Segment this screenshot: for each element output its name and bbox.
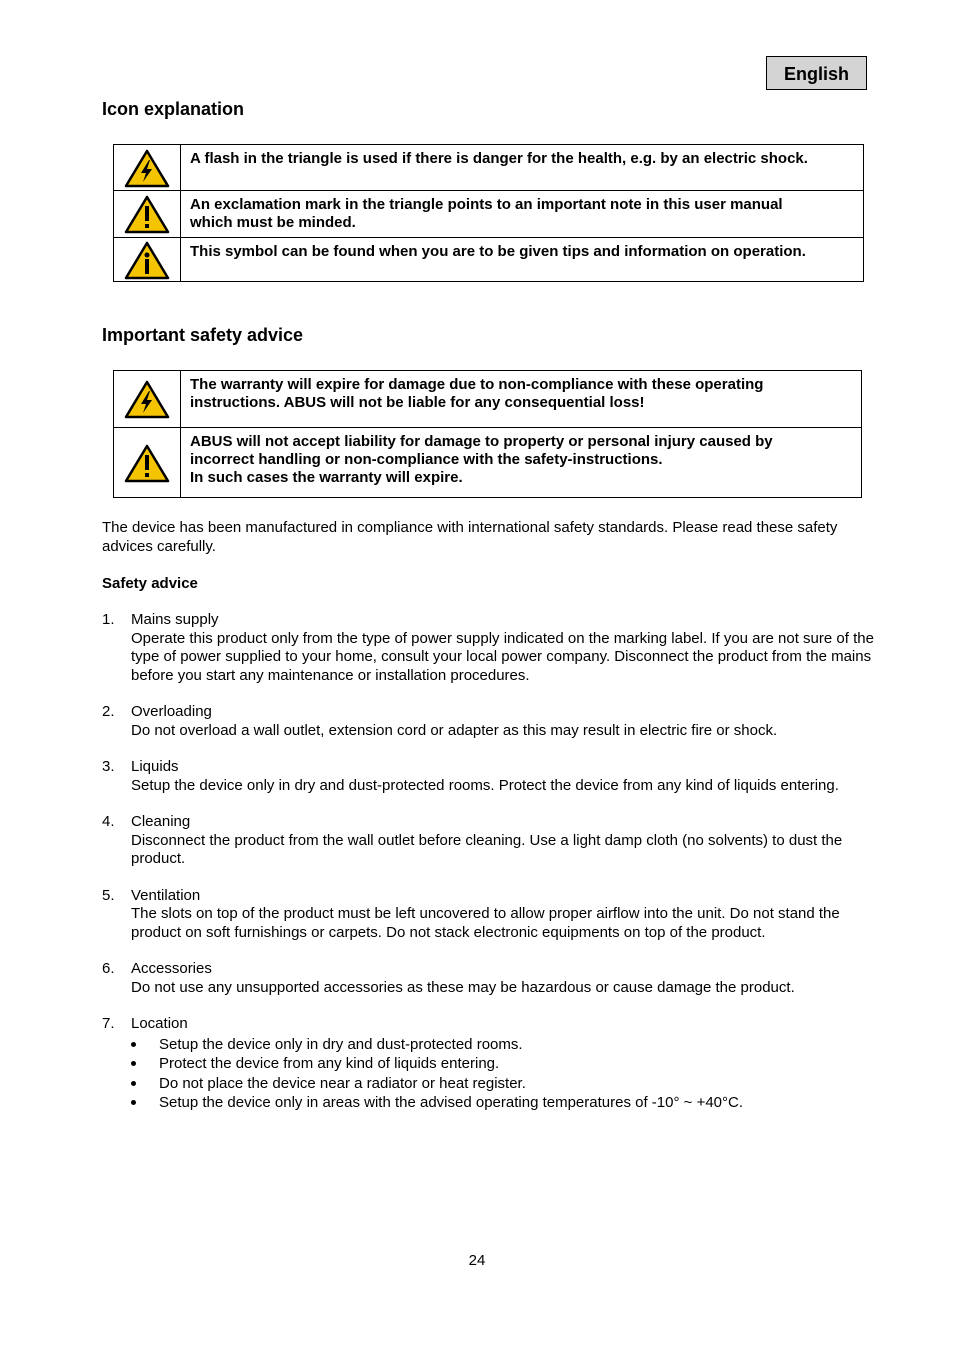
list-item [102, 1015, 892, 1113]
bullet-item [131, 1074, 892, 1094]
bullet-text: Protect the device from any kind of liquids entering. [159, 1055, 500, 1073]
icon-description: This symbol can be found when you are to be given tips and information on operation. [181, 238, 864, 282]
item-title: Overloading [131, 703, 212, 720]
warning-text: The warranty will expire for damage due to non-compliance with these operating instructions. ABUS will not be liable for any consequential loss! [181, 371, 862, 428]
item-title: Mains supply [131, 611, 219, 628]
list-item [102, 887, 892, 943]
list-item [102, 703, 892, 740]
icon-cell [114, 145, 181, 191]
list-item [102, 960, 892, 997]
item-title: Ventilation [131, 886, 201, 904]
item-text: Disconnect the product from the wall outlet before cleaning. Use a light damp cloth (no solvents) to dust the product. [131, 831, 843, 867]
bullet-text: Do not place the device near a radiator or heat register. [159, 1074, 526, 1092]
safety-warning-table [113, 370, 862, 498]
item-text: The slots on top of the product must be left uncovered to allow proper airflow into the unit. Do not stand the product on soft furnishings or carpets. Do not stack electronic equipments on top of the product. [131, 905, 840, 941]
item-number: 5. [102, 886, 115, 904]
item-title: Cleaning [131, 813, 191, 830]
safety-advice-heading: Important safety advice [102, 325, 304, 345]
info-triangle-icon [124, 240, 170, 280]
icon-cell [114, 191, 181, 238]
bullet-icon [131, 1100, 136, 1105]
bullet-text: Setup the device only in areas with the advised operating temperatures of -10° ~ +40°C. [159, 1094, 744, 1112]
item-number: 3. [102, 758, 115, 775]
icon-explanation-table [113, 144, 864, 282]
icon-cell [114, 428, 181, 498]
safety-advice-list [102, 611, 892, 1131]
list-item [102, 611, 892, 685]
item-number: 6. [102, 960, 115, 977]
bullet-icon [131, 1061, 136, 1066]
bullet-item [131, 1035, 892, 1055]
exclamation-warning-icon [124, 194, 170, 234]
icon-cell [114, 238, 181, 282]
item-number: 1. [102, 611, 115, 628]
list-item [102, 813, 892, 869]
exclamation-warning-icon [124, 443, 170, 483]
item-text: Setup the device only in dry and dust-protected rooms. Protect the device from any kind of liquids entering. [131, 776, 839, 794]
item-number: 7. [102, 1015, 115, 1032]
bullet-item [131, 1054, 892, 1074]
item-text: Do not overload a wall outlet, extension cord or adapter as this may result in electric fire or shock. [131, 721, 778, 739]
icon-explanation-heading: Icon explanation [102, 99, 245, 119]
language-badge: English [766, 56, 867, 90]
lightning-warning-icon [124, 148, 170, 188]
bullet-text: Setup the device only in dry and dust-protected rooms. [159, 1035, 523, 1053]
page-number: 24 [468, 1252, 486, 1269]
table-row [114, 428, 862, 498]
intro-paragraph: The device has been manufactured in compliance with international safety standards. Please read these safety advices carefully. [102, 519, 838, 555]
table-row [114, 371, 862, 428]
list-item [102, 758, 892, 795]
icon-description: A flash in the triangle is used if there is danger for the health, e.g. by an electric shock. [181, 145, 864, 191]
safety-advice-subheading: Safety advice [102, 575, 198, 592]
item-text: Operate this product only from the type of power supply indicated on the marking label. If you are not sure of the type of power supplied to your home, consult your local power company. Disconnect the product from the mains before you start any maintenance or installation procedures. [131, 629, 874, 684]
icon-cell [114, 371, 181, 428]
item-number: 2. [102, 703, 115, 720]
bullet-icon [131, 1081, 136, 1086]
icon-description: An exclamation mark in the triangle points to an important note in this user manual which must be minded. [181, 191, 864, 238]
item-title: Liquids [131, 758, 179, 775]
lightning-warning-icon [124, 379, 170, 419]
warning-text: ABUS will not accept liability for damage to property or personal injury caused by incorrect handling or non-compliance with the safety-instructions. In such cases the warranty will expire. [181, 428, 862, 498]
table-row [114, 191, 864, 238]
table-row [114, 238, 864, 282]
item-title: Accessories [131, 960, 212, 977]
table-row [114, 145, 864, 191]
item-title: Location [131, 1015, 188, 1032]
bullet-item [131, 1093, 892, 1113]
location-bullet-list [102, 1035, 892, 1113]
item-text: Do not use any unsupported accessories as these may be hazardous or cause damage the product. [131, 978, 795, 996]
bullet-icon [131, 1042, 136, 1047]
item-number: 4. [102, 813, 115, 830]
